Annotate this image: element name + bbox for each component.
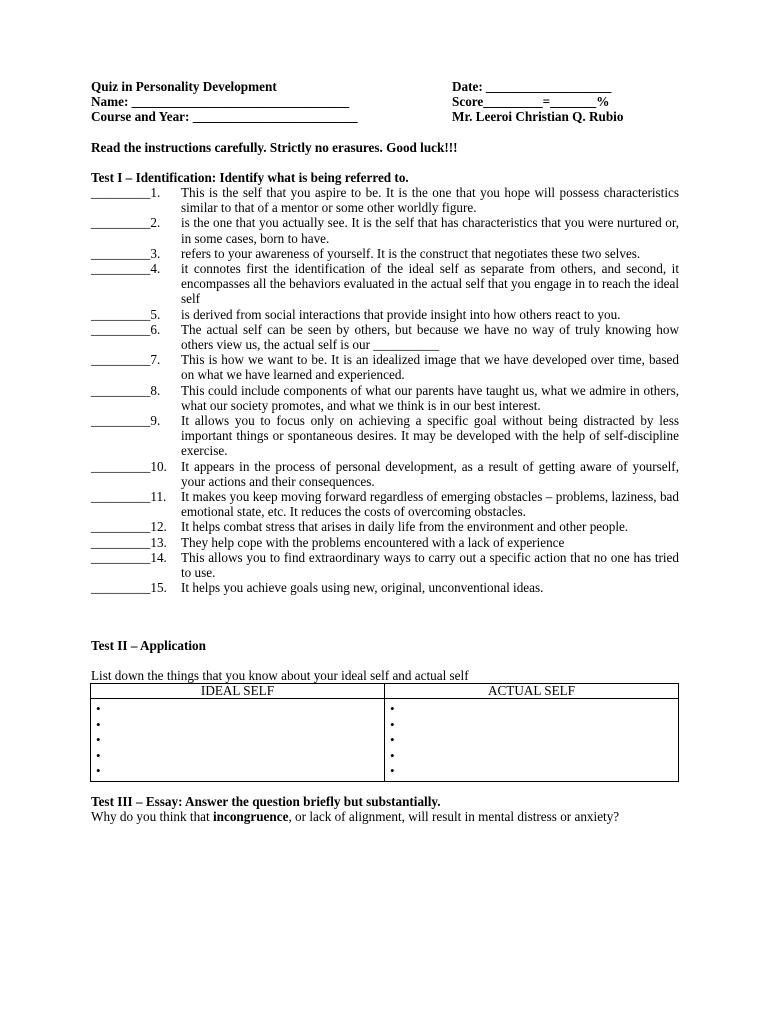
- course-year-field[interactable]: Course and Year: _________________________: [91, 109, 358, 125]
- item-text: It allows you to focus only on achieving a specific goal without being distracted by less important things or spontaneous desires. It may be developed with the help of self-discipline exercise.: [181, 413, 679, 459]
- answer-blank[interactable]: _________5.: [91, 306, 161, 322]
- item-text: It appears in the process of personal development, as a result of getting aware of yourself, your actions and their consequences.: [181, 458, 679, 489]
- item-text: It makes you keep moving forward regardless of emerging obstacles – problems, laziness, bad emotional state, etc. It reduces the costs of overcoming obstacles.: [181, 489, 679, 520]
- test1-item: [91, 413, 679, 459]
- bullet-point: •: [390, 732, 395, 748]
- answer-blank[interactable]: _________10.: [91, 458, 167, 474]
- score-field[interactable]: Score_________=_______%: [452, 94, 610, 110]
- date-field[interactable]: Date: ___________________: [452, 79, 612, 94]
- answer-blank[interactable]: _________9.: [91, 413, 161, 429]
- essay-question: [91, 809, 651, 824]
- test1-item: [91, 352, 679, 382]
- bullet-point: •: [96, 763, 101, 779]
- test1-heading: Test I – Identification: Identify what is being referred to.: [91, 170, 409, 185]
- ideal-self-header: IDEAL SELF: [91, 684, 385, 699]
- bullet-point: •: [96, 701, 101, 716]
- answer-blank[interactable]: _________2.: [91, 215, 161, 231]
- item-text: This could include components of what our parents have taught us, what we admire in others, what our society promotes, and what we think is in our best interest.: [181, 382, 679, 413]
- test3-heading: Test III – Essay: Answer the question briefly but substantially.: [91, 794, 441, 809]
- actual-self-cell[interactable]: [385, 699, 679, 782]
- test1-item: [91, 459, 679, 489]
- self-comparison-table: [90, 683, 679, 782]
- test1-items: [91, 185, 679, 595]
- test1-item: [91, 215, 679, 245]
- test1-item: [91, 519, 679, 534]
- item-text: This is how we want to be. It is an idealized image that we have developed over time, based on what we have learned and experienced.: [181, 352, 679, 383]
- bullet-point: •: [96, 747, 101, 763]
- essay-keyword: incongruence: [212, 809, 289, 824]
- test1-item: [91, 307, 679, 322]
- item-text: It helps you achieve goals using new, original, unconventional ideas.: [181, 580, 544, 596]
- teacher-name: Mr. Leeroi Christian Q. Rubio: [452, 109, 624, 125]
- bullet-point: •: [96, 732, 101, 748]
- quiz-header: [91, 79, 671, 125]
- quiz-title: Quiz in Personality Development: [91, 79, 277, 94]
- item-text: refers to your awareness of yourself. It is the construct that negotiates these two selves.: [181, 245, 641, 261]
- actual-self-header: ACTUAL SELF: [385, 684, 679, 699]
- test1-item: [91, 185, 679, 215]
- test1-item: [91, 246, 679, 261]
- essay-question-part: , or lack of alignment, will result in mental distress or anxiety?: [288, 809, 620, 824]
- item-text: They help cope with the problems encountered with a lack of experience: [181, 534, 565, 550]
- test2-heading: Test II – Application: [91, 638, 206, 653]
- bullet-point: •: [390, 747, 395, 763]
- answer-blank[interactable]: _________4.: [91, 261, 161, 277]
- item-text: is the one that you actually see. It is the self that has characteristics that you were nurtured or, in some cases, born to have.: [181, 215, 679, 246]
- test1-item: [91, 550, 679, 580]
- item-text: The actual self can be seen by others, but because we have no way of truly knowing how others view us, the actual self is our __________: [181, 321, 679, 353]
- item-text: This allows you to find extraordinary ways to carry out a specific action that no one has tried to use.: [181, 549, 679, 581]
- ideal-self-cell[interactable]: [91, 699, 385, 782]
- answer-blank[interactable]: _________13.: [91, 534, 167, 550]
- item-text: This is the self that you aspire to be. It is the one that you hope will possess characteristics similar to that of a mentor or some other worldly figure.: [181, 185, 679, 216]
- answer-blank[interactable]: _________3.: [91, 245, 161, 261]
- bullet-point: •: [96, 716, 101, 732]
- answer-blank[interactable]: _________8.: [91, 382, 161, 398]
- test2-instruction: List down the things that you know about your ideal self and actual self: [91, 668, 469, 683]
- answer-blank[interactable]: _________7.: [91, 352, 161, 368]
- answer-blank[interactable]: _________1.: [91, 185, 161, 200]
- test1-item: [91, 322, 679, 352]
- name-field[interactable]: Name: _________________________________: [91, 94, 350, 110]
- test1-item: [91, 261, 679, 307]
- answer-blank[interactable]: _________12.: [91, 519, 167, 535]
- answer-blank[interactable]: _________11.: [91, 489, 167, 505]
- item-text: It helps combat stress that arises in daily life from the environment and other people.: [181, 519, 629, 535]
- bullet-point: •: [390, 763, 395, 779]
- answer-blank[interactable]: _________14.: [91, 549, 167, 565]
- answer-blank[interactable]: _________15.: [91, 580, 167, 596]
- general-instructions: Read the instructions carefully. Strictly no erasures. Good luck!!!: [91, 140, 458, 155]
- test1-item: [91, 383, 679, 413]
- item-text: is derived from social interactions that provide insight into how others react to you.: [181, 306, 621, 322]
- test1-item: [91, 580, 679, 595]
- test1-item: [91, 489, 679, 519]
- test1-item: [91, 535, 679, 550]
- answer-blank[interactable]: _________6.: [91, 321, 161, 337]
- bullet-point: •: [390, 701, 395, 716]
- bullet-point: •: [390, 716, 395, 732]
- item-text: it connotes first the identification of the ideal self as separate from others, and second, it encompasses all the behaviors evaluated in the actual self that you engage in to reach the ideal self: [181, 261, 679, 307]
- essay-question-part: Why do you think that: [91, 809, 213, 824]
